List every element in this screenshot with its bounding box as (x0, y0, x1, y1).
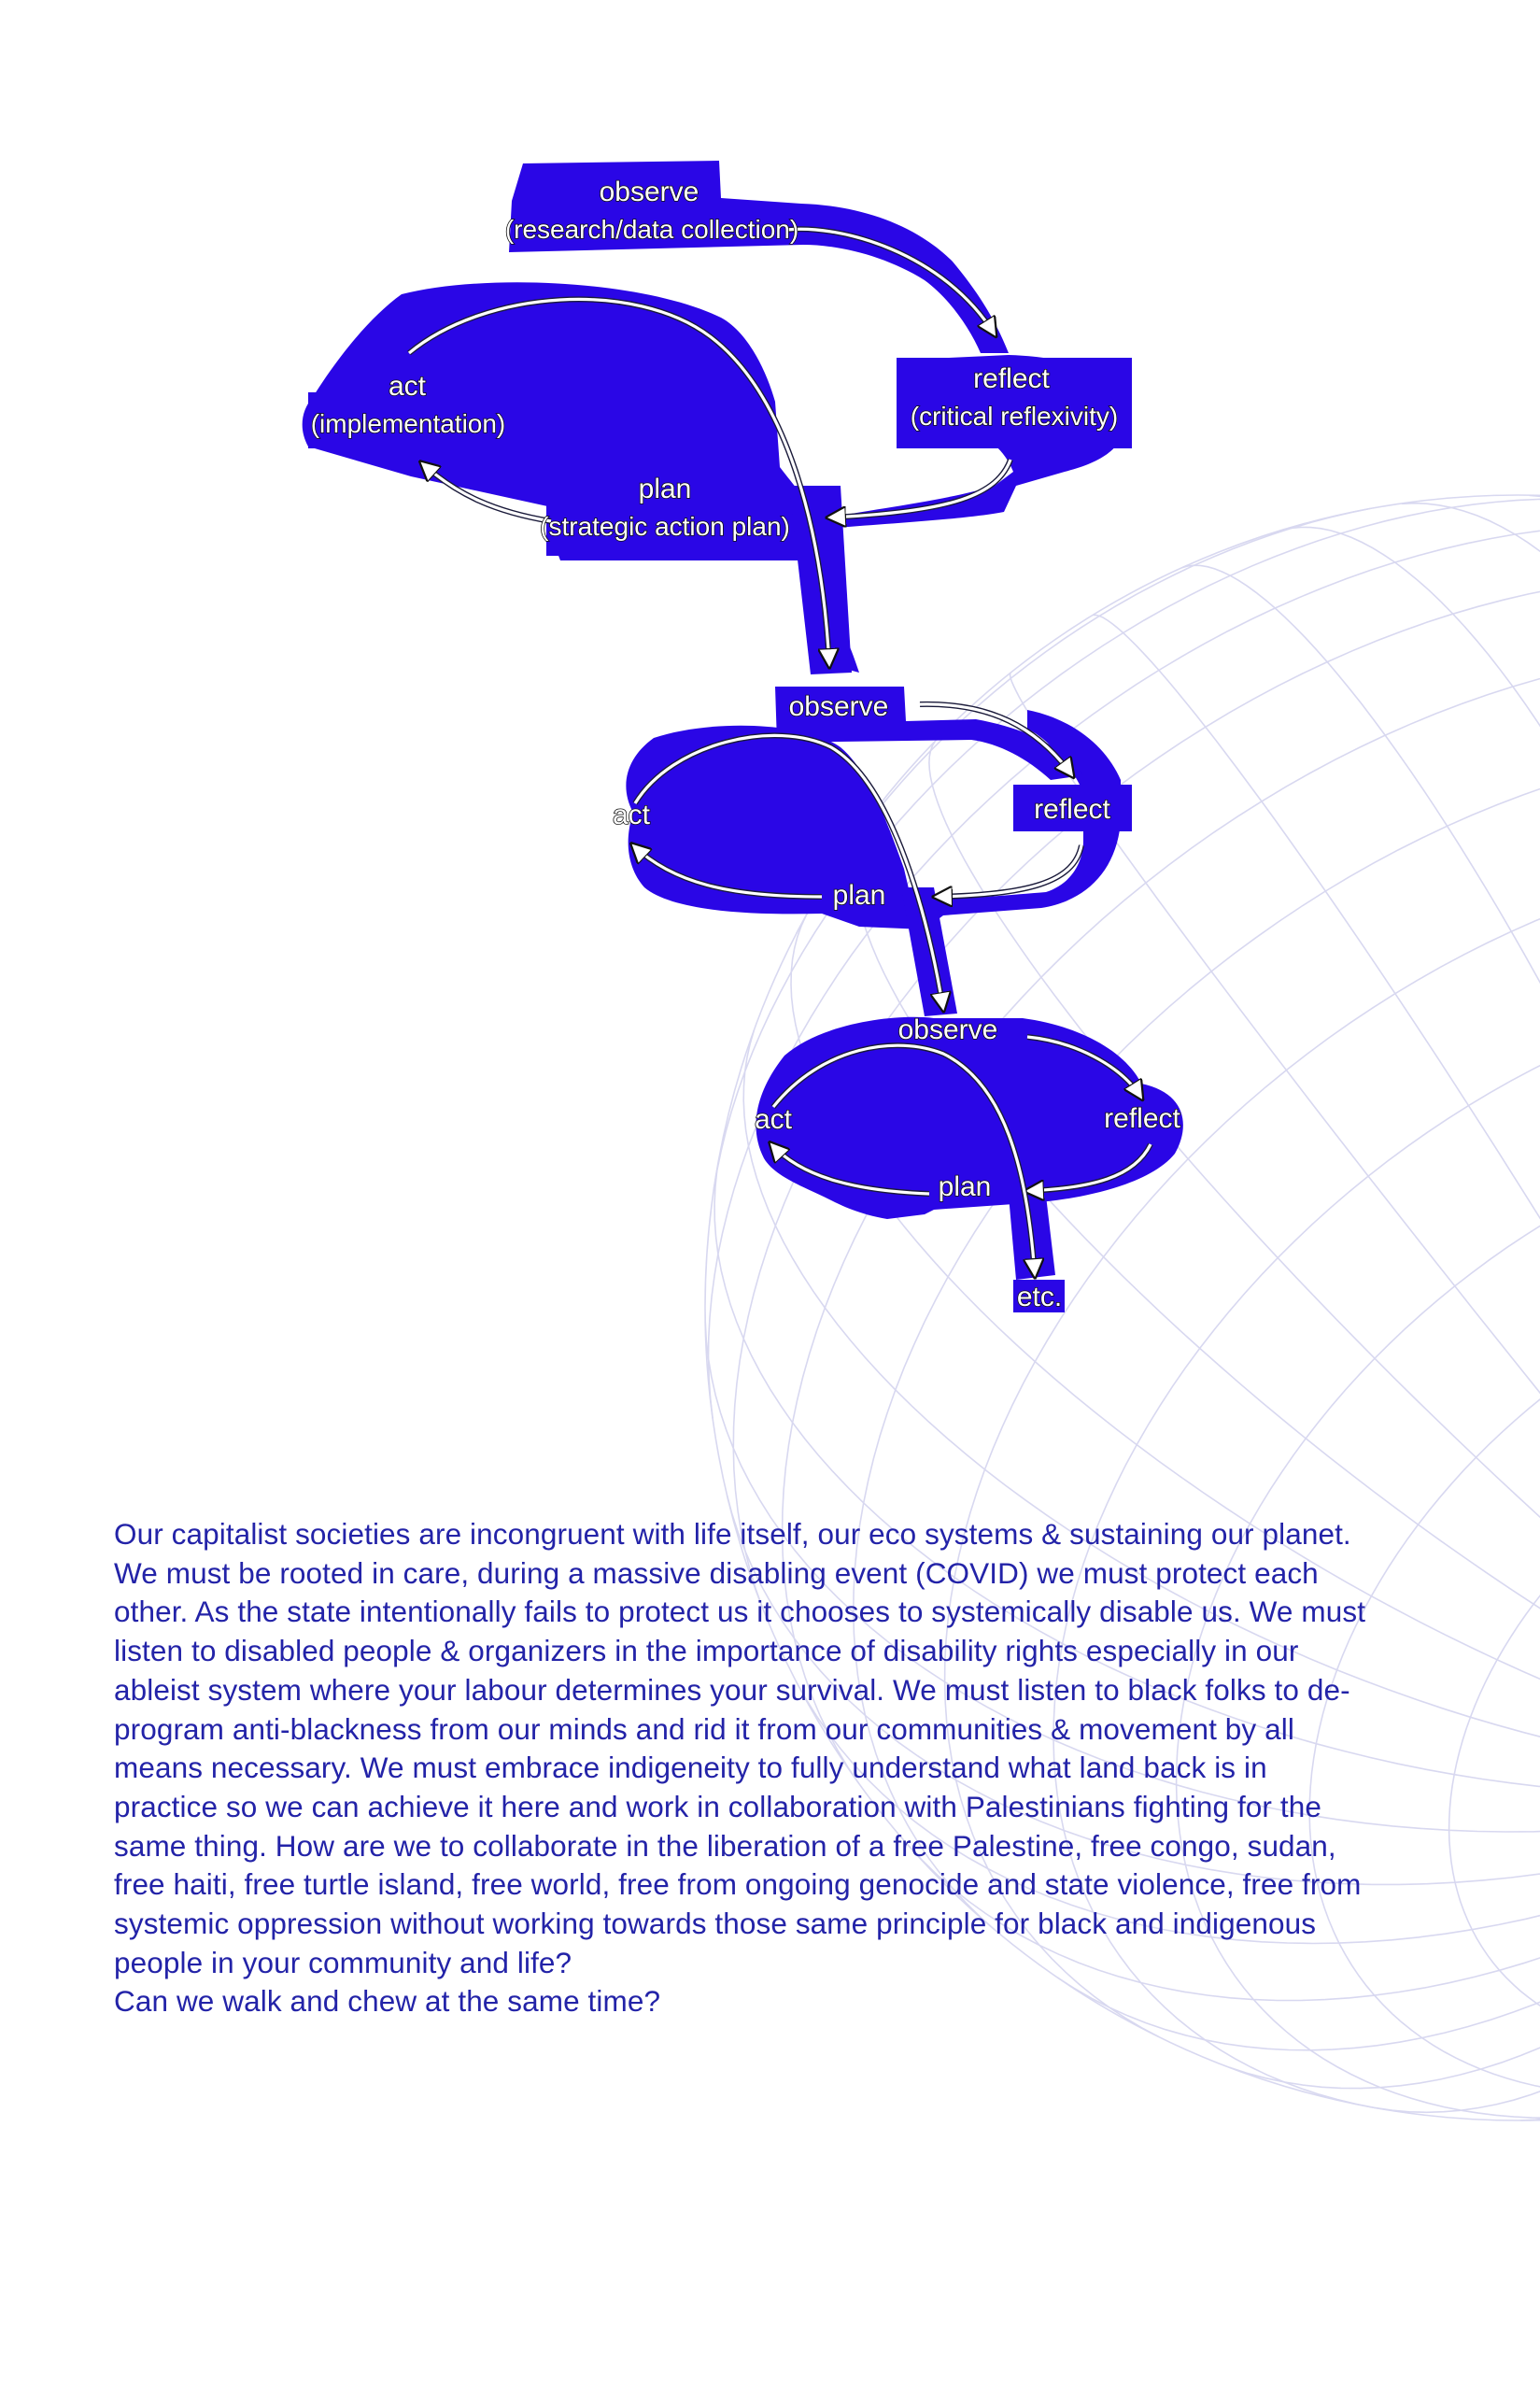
cycle-2-observe-label: observe (788, 691, 889, 722)
cycle-3-plan-label: plan (938, 1171, 992, 1202)
cycle-3-reflect-label: reflect (1104, 1103, 1180, 1134)
body-text-line: means necessary. We must embrace indigeneity to fully understand what land back is in (114, 1751, 1267, 1785)
cycle-1-reflect-sublabel: (critical reflexivity) (910, 402, 1119, 431)
cycle-1 (303, 161, 1132, 674)
cycle-2-reflect-label: reflect (1034, 794, 1110, 825)
cycle-1-plan-label: plan (638, 474, 692, 504)
body-text-line: other. As the state intentionally fails to protect us it chooses to systemically disable us. We must (114, 1595, 1366, 1629)
cycle-1-observe-label: observe (599, 177, 699, 207)
cycle-2-act-label: act (612, 800, 651, 830)
body-text-line: free haiti, free turtle island, free world, free from ongoing genocide and state violence, free from (114, 1867, 1362, 1902)
body-text-line: Can we walk and chew at the same time? (114, 1984, 661, 2019)
body-text-line: We must be rooted in care, during a massive disabling event (COVID) we must protect each (114, 1555, 1319, 1590)
body-text (114, 1515, 1449, 2021)
cycle-1-act-label: act (388, 371, 427, 402)
cycle-1-act-sublabel: (implementation) (310, 409, 506, 438)
cycle-1-observe-sublabel: (research/data collection) (504, 215, 799, 244)
body-text-line: systemic oppression without working towards those same principle for black and indigenous (114, 1907, 1317, 1941)
etc-label: etc. (1016, 1282, 1063, 1312)
body-text-line: same thing. How are we to collaborate in the liberation of a free Palestine, free congo, sudan, (114, 1828, 1336, 1863)
cycle-1-reflect-label: reflect (973, 363, 1050, 394)
body-text-line: practice so we can achieve it here and work in collaboration with Palestinians fighting for the (114, 1789, 1321, 1823)
body-text-line: listen to disabled people & organizers in the importance of disability rights especially in our (114, 1634, 1299, 1668)
body-text-line: ableist system where your labour determines your survival. We must listen to black folks to de- (114, 1672, 1350, 1707)
cycle-3-act-label: act (754, 1104, 793, 1135)
cycle-3 (755, 1014, 1183, 1312)
body-text-line: people in your community and life? (114, 1945, 572, 1979)
body-text-line: program anti-blackness from our minds and rid it from our communities & movement by all (114, 1711, 1294, 1746)
cycle-1-plan-sublabel: (strategic action plan) (540, 512, 790, 541)
body-text-line: Our capitalist societies are incongruent with life itself, our eco systems & sustaining our planet. (114, 1517, 1351, 1551)
cycle-2-plan-label: plan (832, 880, 886, 911)
cycle-3-observe-label: observe (897, 1014, 998, 1045)
cycle-2 (613, 687, 1132, 1016)
